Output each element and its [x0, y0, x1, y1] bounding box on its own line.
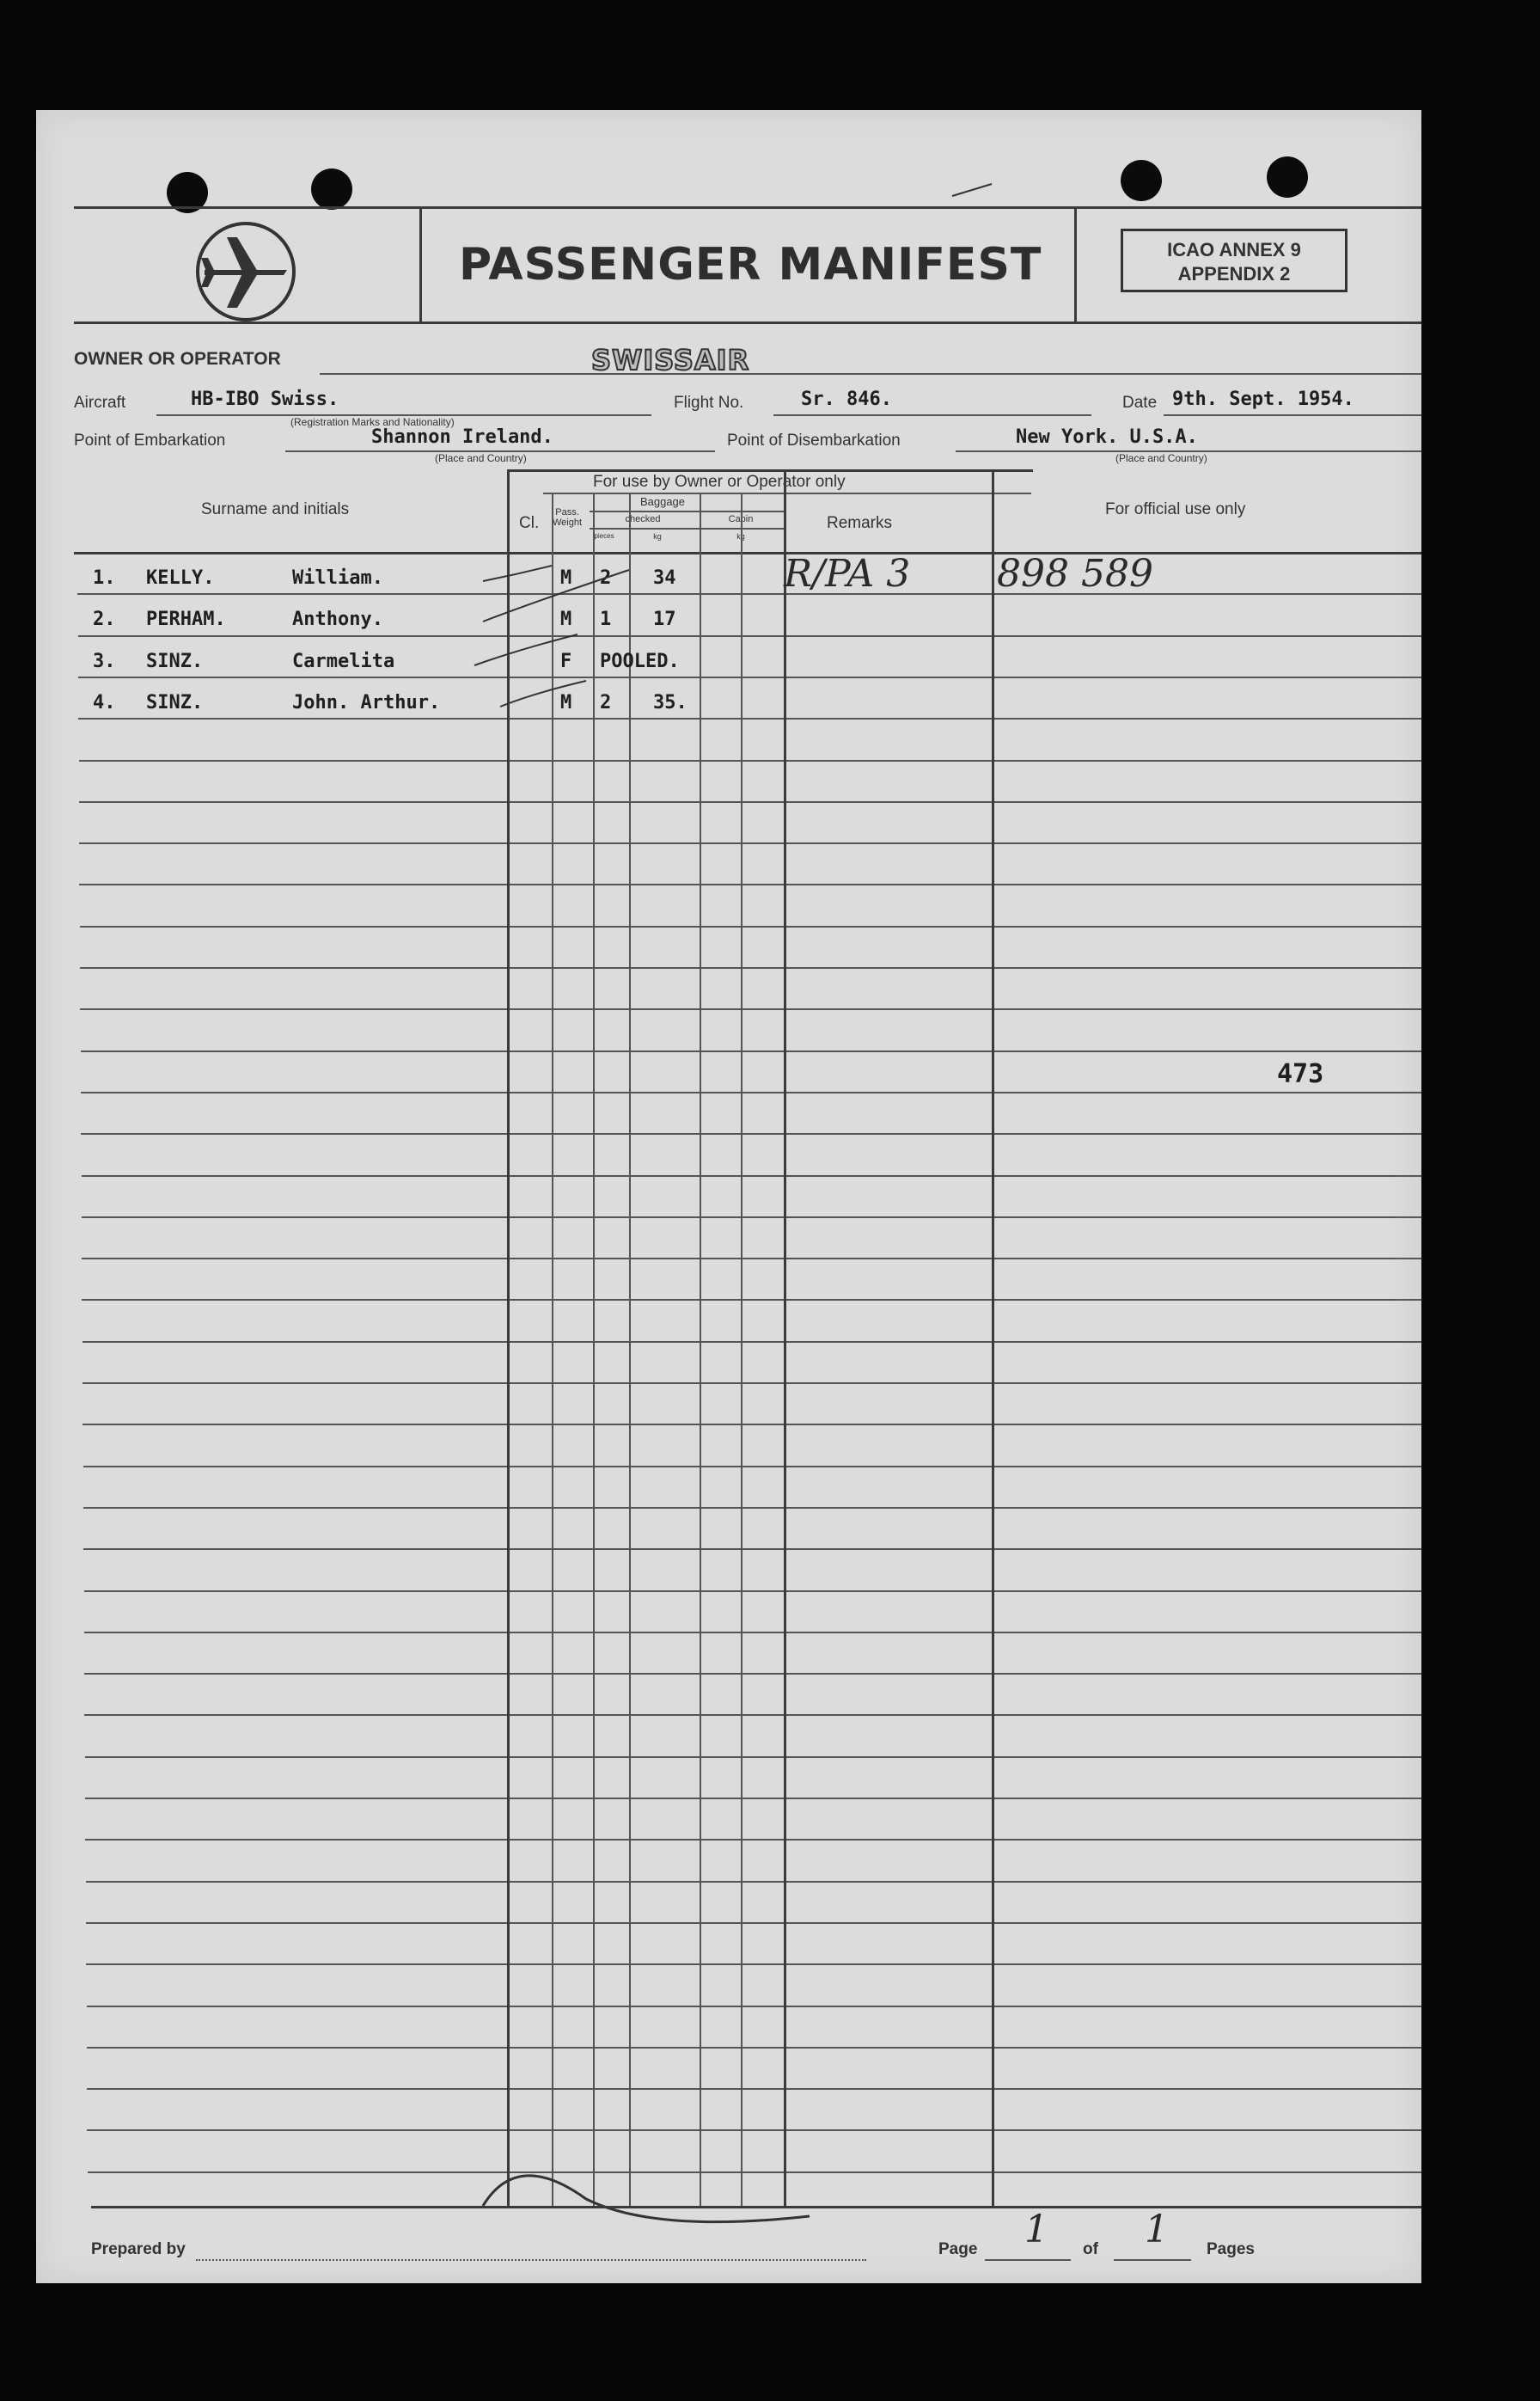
disembarkation-value: New York. U.S.A. — [1016, 426, 1198, 448]
passenger-given-name: Anthony. — [292, 609, 383, 630]
pages-value: 1 — [1145, 2208, 1169, 2251]
manifest-sheet — [36, 110, 1421, 2283]
baggage-pieces: 2 — [600, 692, 612, 714]
operator-name: SWISSAIR — [591, 344, 750, 377]
disembarkation-note: (Place and Country) — [1115, 452, 1207, 464]
baggage-pieces: 2 — [600, 567, 612, 589]
flight-value: Sr. 846. — [801, 389, 892, 410]
owner-label: OWNER OR OPERATOR — [74, 349, 281, 369]
check-strokes — [36, 110, 1421, 2283]
pages-label: Pages — [1207, 2240, 1255, 2258]
annex-line: ICAO ANNEX 9 — [1167, 239, 1301, 260]
class-header: Cl. — [519, 514, 540, 532]
embarkation-value: Shannon Ireland. — [371, 426, 553, 448]
footer-top-rule — [91, 2206, 1421, 2208]
pieces-header: pieces — [594, 532, 614, 540]
date-value: 9th. Sept. 1954. — [1172, 389, 1354, 410]
official-handwritten: 898 589 — [997, 552, 1153, 596]
passenger-weight-class: F — [560, 651, 572, 672]
form-title: PASSENGER MANIFEST — [459, 239, 1042, 291]
passenger-surname: SINZ. — [146, 651, 204, 672]
pages-rule — [1114, 2259, 1191, 2261]
passenger-weight-class: M — [560, 609, 572, 630]
baggage-pieces: 1 — [600, 609, 612, 630]
remarks-handwritten: R/PA 3 — [784, 552, 911, 596]
owner-use-header: For use by Owner or Operator only — [593, 473, 846, 491]
remarks-header: Remarks — [827, 514, 893, 532]
row-number: 1. — [93, 567, 116, 589]
cabin-kg-header: kg — [736, 532, 745, 541]
passenger-weight-class: M — [560, 567, 572, 589]
aircraft-label: Aircraft — [74, 394, 126, 412]
disembarkation-label: Point of Disembarkation — [727, 432, 901, 450]
passenger-surname: PERHAM. — [146, 609, 226, 630]
baggage-kg: 17 — [653, 609, 676, 630]
embarkation-note: (Place and Country) — [435, 452, 527, 464]
appendix-line: APPENDIX 2 — [1177, 263, 1291, 285]
baggage-kg: 34 — [653, 567, 676, 589]
page-value: 1 — [1024, 2208, 1048, 2251]
page-rule — [985, 2259, 1071, 2261]
pass-weight-header: Pass. Weight — [552, 507, 583, 528]
passenger-surname: SINZ. — [146, 692, 204, 714]
of-label: of — [1083, 2240, 1098, 2258]
flight-label: Flight No. — [674, 394, 744, 412]
passenger-surname: KELLY. — [146, 567, 215, 589]
stamp-number: 473 — [1277, 1059, 1324, 1089]
prepared-rule — [196, 2259, 866, 2261]
baggage-header: Baggage — [639, 495, 686, 508]
checked-header: checked — [625, 514, 661, 524]
baggage-pieces: POOLED. — [600, 651, 680, 672]
row-number: 2. — [93, 609, 116, 630]
baggage-kg: 35. — [653, 692, 688, 714]
passenger-given-name: William. — [292, 567, 383, 589]
row-number: 4. — [93, 692, 116, 714]
passenger-weight-class: M — [560, 692, 572, 714]
official-use-header: For official use only — [1105, 500, 1246, 518]
aircraft-note: (Registration Marks and Nationality) — [290, 416, 455, 428]
row-number: 3. — [93, 651, 116, 672]
aircraft-value: HB-IBO Swiss. — [191, 389, 339, 410]
passenger-given-name: Carmelita — [292, 651, 395, 672]
date-label: Date — [1122, 394, 1158, 412]
page-label: Page — [938, 2240, 978, 2258]
kg-header: kg — [653, 532, 662, 541]
embarkation-label: Point of Embarkation — [74, 432, 226, 450]
cabin-header: Cabin — [728, 514, 754, 524]
passenger-given-name: John. Arthur. — [292, 692, 441, 714]
prepared-label: Prepared by — [91, 2240, 186, 2258]
surname-header: Surname and initials — [201, 500, 350, 518]
